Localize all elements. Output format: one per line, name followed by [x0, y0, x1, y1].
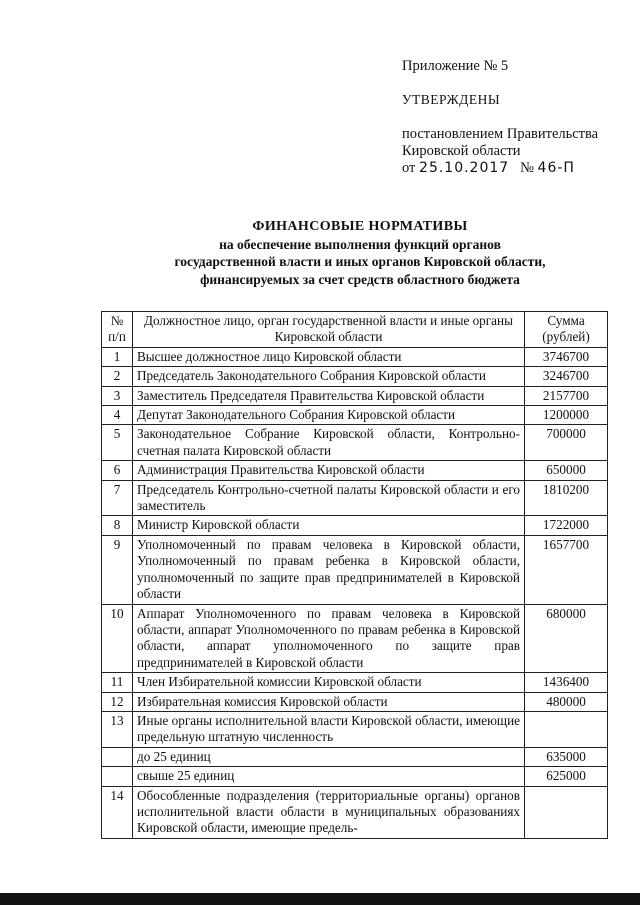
row-sum — [525, 711, 608, 747]
row-number: 7 — [102, 480, 133, 516]
scan-bottom-edge — [0, 893, 640, 905]
decree-line-2: Кировской области — [402, 143, 521, 159]
row-name: свыше 25 единиц — [133, 767, 525, 786]
row-number: 10 — [102, 604, 133, 673]
table-row — [102, 461, 608, 480]
row-name: Высшее должностное лицо Кировской области — [133, 347, 525, 366]
row-name: Законодательное Собрание Кировской области, Контрольно-счетная палата Кировской области — [133, 425, 525, 461]
table-row — [102, 692, 608, 711]
table-row — [102, 786, 608, 838]
row-name: Министр Кировской области — [133, 516, 525, 535]
row-name: Председатель Контрольно-счетной палаты Кировской области и его заместитель — [133, 480, 525, 516]
row-name: Иные органы исполнительной власти Кировской области, имеющие предельную штатную численность — [133, 711, 525, 747]
row-name: Член Избирательной комиссии Кировской области — [133, 673, 525, 692]
table-row — [102, 425, 608, 461]
row-number: 5 — [102, 425, 133, 461]
approved-label: УТВЕРЖДЕНЫ — [402, 92, 501, 107]
row-sum: 3746700 — [525, 347, 608, 366]
table-header-row — [102, 312, 608, 348]
date-prefix: от — [402, 160, 416, 176]
row-sum: 2157700 — [525, 386, 608, 405]
row-sum: 1722000 — [525, 516, 608, 535]
row-number: 6 — [102, 461, 133, 480]
row-number: 12 — [102, 692, 133, 711]
number-prefix: № — [520, 160, 534, 176]
row-number: 13 — [102, 711, 133, 747]
row-name: Уполномоченный по правам человека в Кировской области, Уполномоченный по правам ребенка в Кировской области, уполномоченный по защите прав предпринимателей в Кировской области — [133, 535, 525, 604]
row-name: Заместитель Председателя Правительства Кировской области — [133, 386, 525, 405]
row-name: Избирательная комиссия Кировской области — [133, 692, 525, 711]
row-sum: 1436400 — [525, 673, 608, 692]
row-number: 2 — [102, 367, 133, 386]
title-line-4: финансируемых за счет средств областного бюджета — [200, 271, 520, 287]
table-row — [102, 711, 608, 747]
row-name: Аппарат Уполномоченного по правам человека в Кировской области, аппарат Уполномоченного по правам ребенка в Кировской области, аппарат уполномоченного по защите прав предпринимателей в Кировской области — [133, 604, 525, 673]
table-row — [102, 747, 608, 766]
row-sum: 650000 — [525, 461, 608, 480]
row-number: 1 — [102, 347, 133, 366]
table-row — [102, 367, 608, 386]
title-line-1: ФИНАНСОВЫЕ НОРМАТИВЫ — [252, 219, 468, 234]
decree-date: 25.10.2017 — [419, 160, 510, 176]
table-row — [102, 406, 608, 425]
table-row — [102, 535, 608, 604]
decree-number: 46-П — [537, 160, 575, 176]
title-line-2: на обеспечение выполнения функций органов — [219, 236, 501, 252]
table-row — [102, 516, 608, 535]
row-number: 11 — [102, 673, 133, 692]
norms-table — [101, 311, 608, 839]
table-row — [102, 767, 608, 786]
row-number: 4 — [102, 406, 133, 425]
table-row — [102, 604, 608, 673]
row-name: Обособленные подразделения (территориальные органы) органов исполнительной власти области в муниципальных образованиях Кировской области, имеющие предель- — [133, 786, 525, 838]
row-sum: 625000 — [525, 767, 608, 786]
row-number — [102, 747, 133, 766]
row-sum: 680000 — [525, 604, 608, 673]
table-row — [102, 347, 608, 366]
header-num: № п/п — [102, 312, 133, 348]
row-name: до 25 единиц — [133, 747, 525, 766]
row-sum: 635000 — [525, 747, 608, 766]
row-sum: 1657700 — [525, 535, 608, 604]
table-row — [102, 673, 608, 692]
table-row — [102, 386, 608, 405]
row-sum: 1810200 — [525, 480, 608, 516]
row-number — [102, 767, 133, 786]
row-number: 9 — [102, 535, 133, 604]
row-sum: 1200000 — [525, 406, 608, 425]
document-title — [70, 218, 640, 288]
row-sum: 480000 — [525, 692, 608, 711]
row-number: 8 — [102, 516, 133, 535]
title-line-3: государственной власти и иных органов Кировской области, — [174, 254, 546, 269]
table-body — [102, 347, 608, 838]
decree-line-1: постановлением Правительства — [402, 126, 599, 142]
row-sum: 700000 — [525, 425, 608, 461]
row-name: Депутат Законодательного Собрания Кировской области — [133, 406, 525, 425]
approval-header — [402, 58, 598, 177]
header-sum: Сумма (рублей) — [525, 312, 608, 348]
row-number: 3 — [102, 386, 133, 405]
row-name: Администрация Правительства Кировской области — [133, 461, 525, 480]
row-number: 14 — [102, 786, 133, 838]
decree-date-line — [402, 160, 598, 177]
header-name: Должностное лицо, орган государственной власти и иные органы Кировской области — [133, 312, 525, 348]
table-row — [102, 480, 608, 516]
row-sum — [525, 786, 608, 838]
row-name: Председатель Законодательного Собрания Кировской области — [133, 367, 525, 386]
appendix-label: Приложение № 5 — [402, 58, 509, 74]
row-sum: 3246700 — [525, 367, 608, 386]
